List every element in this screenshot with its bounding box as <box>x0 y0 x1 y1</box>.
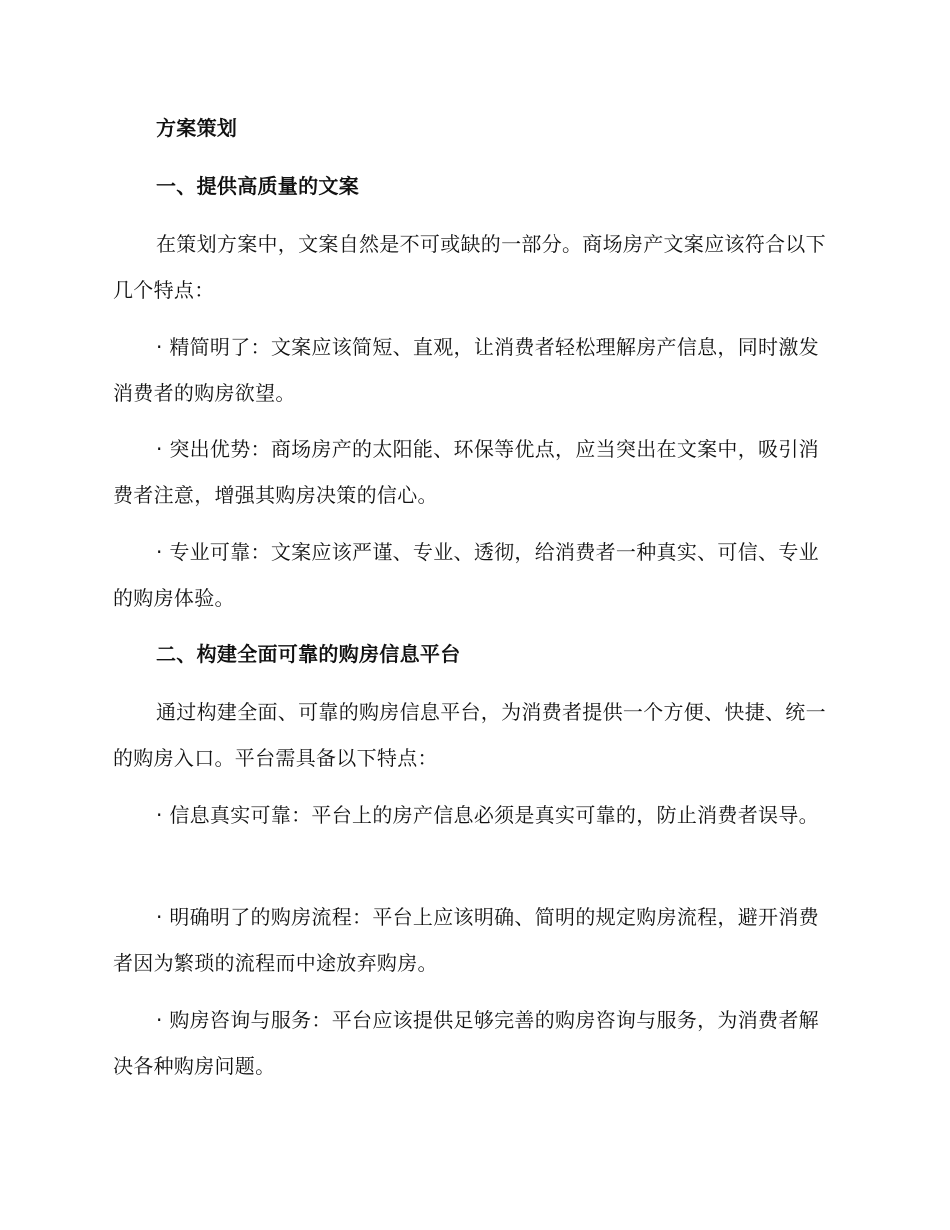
section-1-bullet-3: · 专业可靠：文案应该严谨、专业、透彻，给消费者一种真实、可信、专业的购房体验。 <box>113 540 819 610</box>
section-2-bullet-1: · 信息真实可靠：平台上的房产信息必须是真实可靠的，防止消费者误导。 <box>156 803 819 827</box>
section-2-intro: 通过构建全面、可靠的购房信息平台，为消费者提供一个方便、快捷、统一的购房入口。平台需具备以下特点： <box>113 700 826 770</box>
section-2-bullet-2: · 明确明了的购房流程：平台上应该明确、简明的规定购房流程，避开消费者因为繁琐的流程而中途放弃购房。 <box>113 905 819 975</box>
document-title: 方案策划 <box>156 116 238 140</box>
section-2-bullet-3: · 购房咨询与服务：平台应该提供足够完善的购房咨询与服务，为消费者解决各种购房问题。 <box>113 1008 819 1078</box>
section-2-heading: 二、构建全面可靠的购房信息平台 <box>156 642 461 666</box>
section-1-bullet-2: · 突出优势：商场房产的太阳能、环保等优点，应当突出在文案中，吸引消费者注意，增强其购房决策的信心。 <box>113 437 819 507</box>
section-1-intro: 在策划方案中，文案自然是不可或缺的一部分。商场房产文案应该符合以下几个特点： <box>113 232 826 302</box>
section-1-bullet-1: · 精简明了：文案应该简短、直观，让消费者轻松理解房产信息，同时激发消费者的购房欲望。 <box>113 335 819 405</box>
section-1-heading: 一、提供高质量的文案 <box>156 174 359 198</box>
